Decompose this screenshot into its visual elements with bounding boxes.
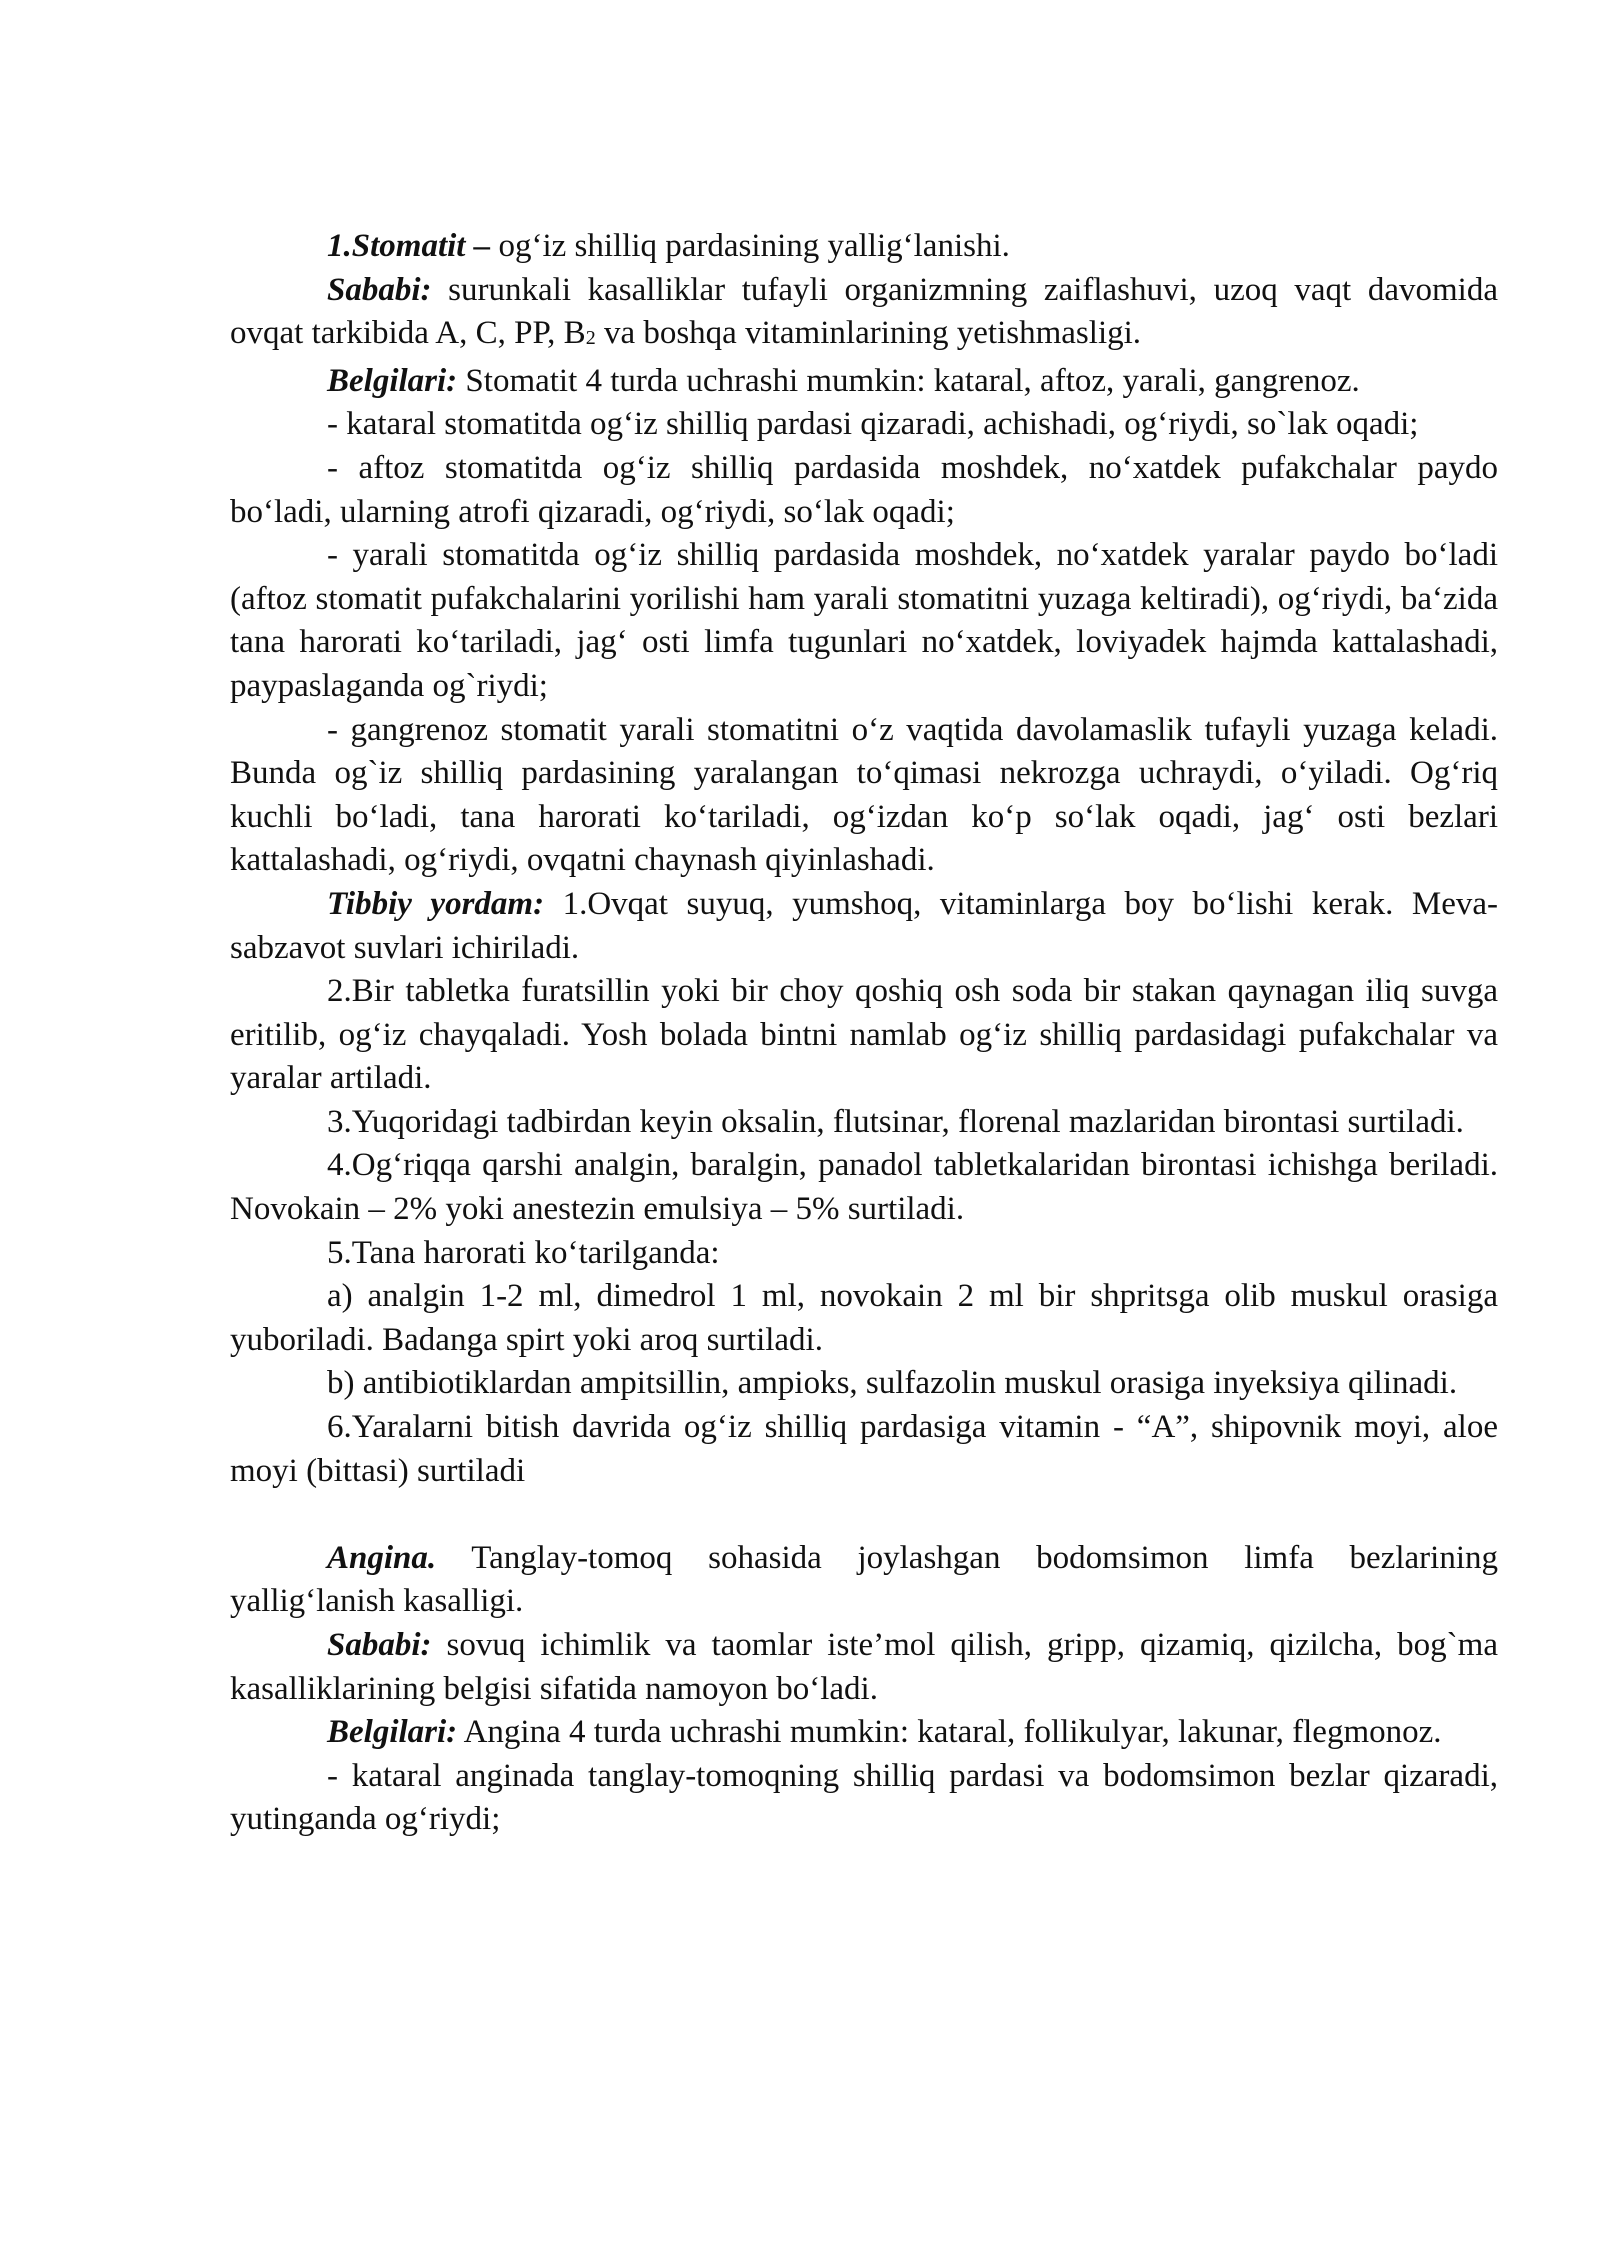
stomatit-sababi-paragraph <box>230 269 1498 360</box>
stomatit-sababi-label: Sababi: <box>327 271 432 308</box>
stomatit-belgilari-text: Stomatit 4 turda uchrashi mumkin: kataral, aftoz, yarali, gangrenoz. <box>457 362 1360 399</box>
stomatit-step-2: 2.Bir tabletka furatsillin yoki bir choy qoshiq osh soda bir stakan qaynagan iliq suvga eritilib, og‘iz chayqaladi. Yosh bolada bintni namlab og‘iz shilliq pardasidagi pufakchalar va yaralar artiladi. <box>230 973 1498 1097</box>
stomatit-step-5: 5.Tana harorati ko‘tarilganda: <box>327 1234 720 1271</box>
stomatit-sababi-subscript: 2 <box>585 327 596 350</box>
stomatit-item-kataral: - kataral stomatitda og‘iz shilliq pardasi qizaradi, achishadi, og‘riydi, so`lak oqadi; <box>327 406 1419 443</box>
angina-item-kataral: - kataral anginada tanglay-tomoqning shilliq pardasi va bodomsimon bezlar qizaradi, yutinganda og‘riydi; <box>230 1757 1498 1838</box>
stomatit-belgilari-label: Belgilari: <box>327 362 458 399</box>
angina-sababi-text: sovuq ichimlik va taomlar iste’mol qilish, gripp, qizamiq, qizilcha, bog`ma kasalliklarining belgisi sifatida namoyon bo‘ladi. <box>230 1627 1498 1707</box>
angina-sababi-label: Sababi: <box>327 1627 432 1663</box>
stomatit-title-paragraph <box>230 225 1498 269</box>
stomatit-step-5b: b) antibiotiklardan ampitsillin, ampioks, sulfazolin muskul orasiga inyeksiya qilinadi. <box>327 1365 1458 1402</box>
angina-sababi-paragraph <box>230 1624 1498 1711</box>
stomatit-item-gangrenoz: - gangrenoz stomatit yarali stomatitni o‘z vaqtida davolamaslik tufayli yuzaga keladi. Bunda og`iz shilliq pardasining yaralangan to‘qimasi nekrozga uchraydi, o‘yiladi. Og‘riq kuchli bo‘ladi, tana harorati ko‘tariladi, og‘izdan ko‘p so‘lak oqadi, jag‘ osti bezlari kattalashadi, og‘riydi, ovqatni chaynash qiyinlashadi. <box>230 711 1498 879</box>
stomatit-tibbiy-label: Tibbiy yordam: <box>327 885 545 922</box>
angina-belgilari-text: Angina 4 turda uchrashi mumkin: kataral, follikulyar, lakunar, flegmonoz. <box>457 1714 1442 1751</box>
stomatit-tibbiy-text: 1.Ovqat suyuq, yumshoq, vitaminlarga boy bo‘lishi kerak. Meva-sabzavot suvlari ichiriladi. <box>230 885 1498 966</box>
document-page <box>230 225 1498 1842</box>
angina-title-label: Angina. <box>327 1539 437 1576</box>
stomatit-item-aftoz: - aftoz stomatitda og‘iz shilliq pardasida moshdek, no‘xatdek pufakchalar paydo bo‘ladi, ularning atrofi qizaradi, og‘riydi, so‘lak oqadi; <box>230 449 1498 530</box>
angina-title-text: Tanglay-tomoq sohasida joylashgan bodomsimon limfa bezlarining yallig‘lanish kasalligi. <box>230 1539 1498 1620</box>
stomatit-title-label: 1.Stomatit – <box>327 228 491 264</box>
stomatit-tibbiy-paragraph <box>230 883 1498 970</box>
stomatit-title-text: og‘iz shilliq pardasining yallig‘lanishi. <box>490 228 1010 264</box>
stomatit-sababi-text-a: surunkali kasalliklar tufayli organizmning zaiflashuvi, uzoq vaqt davomida ovqat tarkibida A, C, PP, B <box>230 271 1498 352</box>
angina-title-paragraph <box>230 1537 1498 1624</box>
stomatit-item-yarali: - yarali stomatitda og‘iz shilliq pardasida moshdek, no‘xatdek yaralar paydo bo‘ladi (aftoz stomatit pufakchalarini yorilishi ham yarali stomatitni yuzaga keltiradi), og‘riydi, ba‘zida tana harorati ko‘tariladi, jag‘ osti limfa tugunlari no‘xatdek, loviyadek hajmda kattalashadi, paypaslaganda og`riydi; <box>230 537 1498 704</box>
stomatit-sababi-text-b: va boshqa vitaminlarining yetishmasligi. <box>595 315 1142 352</box>
stomatit-step-5a: a) analgin 1-2 ml, dimedrol 1 ml, novokain 2 ml bir shpritsga olib muskul orasiga yuboriladi. Badanga spirt yoki aroq surtiladi. <box>230 1278 1498 1358</box>
stomatit-step-4: 4.Og‘riqqa qarshi analgin, baralgin, panadol tabletkalaridan birontasi ichishga beriladi. Novokain – 2% yoki anestezin emulsiya – 5% surtiladi. <box>230 1147 1498 1228</box>
angina-belgilari-label: Belgilari: <box>327 1714 458 1751</box>
stomatit-step-3: 3.Yuqoridagi tadbirdan keyin oksalin, flutsinar, florenal mazlaridan birontasi surtiladi. <box>327 1103 1464 1140</box>
stomatit-belgilari-paragraph <box>230 360 1498 404</box>
stomatit-step-6: 6.Yaralarni bitish davrida og‘iz shilliq pardasiga vitamin - “A”, shipovnik moyi, aloe moyi (bittasi) surtiladi <box>230 1409 1498 1489</box>
angina-belgilari-paragraph <box>230 1711 1498 1755</box>
